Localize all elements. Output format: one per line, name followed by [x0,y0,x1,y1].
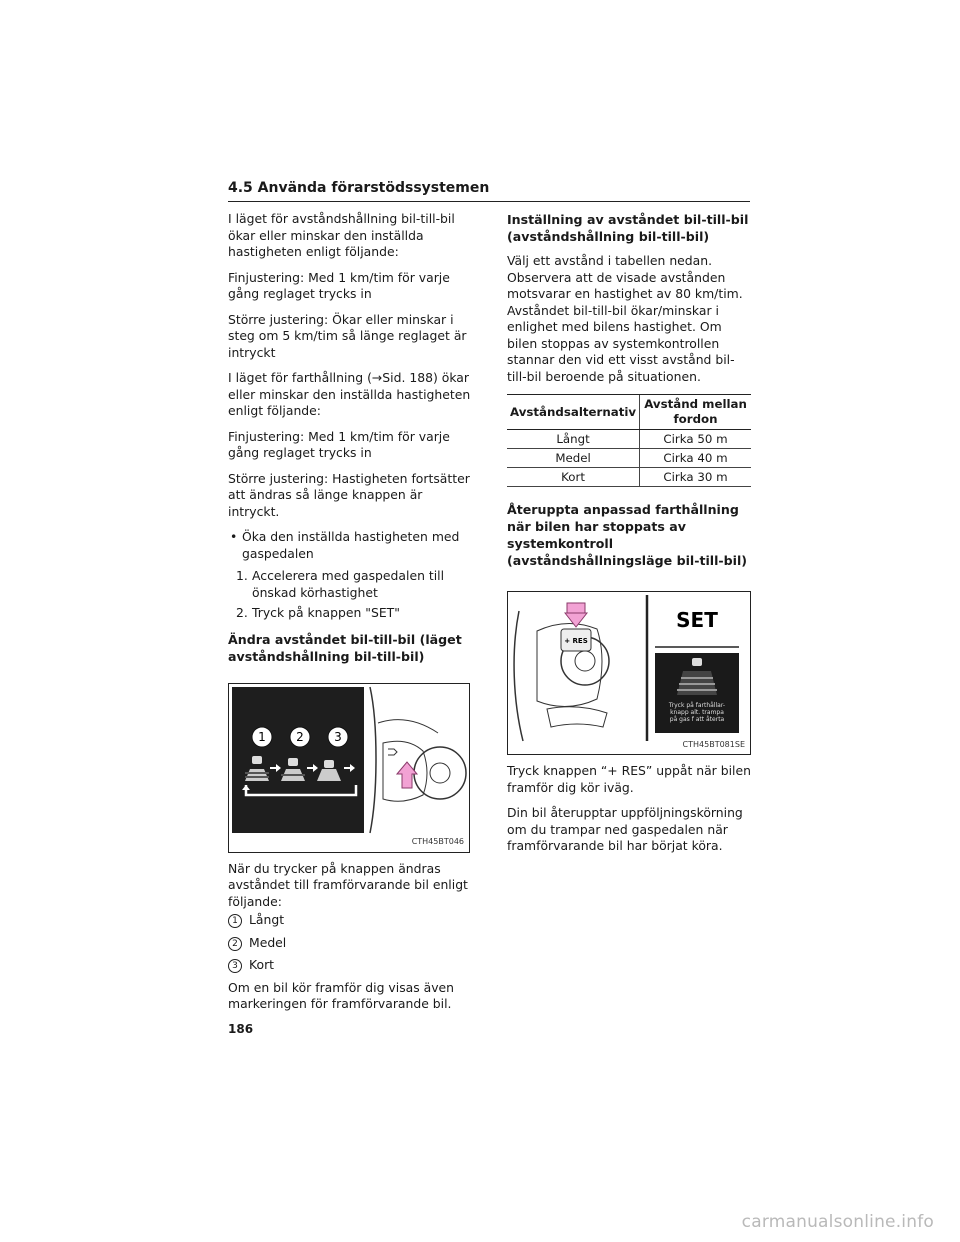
callout-2 [290,727,310,747]
section-heading: Inställning av avståndet bil-till-bil (avståndshållning bil-till-bil) [507,212,749,244]
step-text: Tryck på knappen "SET" [252,605,400,620]
display-line-1: Tryck på farthållar- [668,702,726,709]
bullet-text: Öka den inställda hastigheten med gaspedalen [242,529,460,561]
table-cell: Medel [507,449,640,468]
left-column [228,211,476,1022]
section-heading: Ändra avståndet bil-till-bil (läget avståndshållning bil-till-bil) [228,631,462,664]
display-line-3: på gas f att återta [669,716,725,723]
paragraph: I läget för avståndshållning bil-till-bil ökar eller minskar den inställda hastigheten enligt följande: [228,211,455,259]
table-row [507,449,751,468]
resume-illustration [507,591,751,755]
table-cell: Kort [507,468,640,487]
set-label: SET [676,608,718,632]
paragraph: När du trycker på knappen ändras avståndet till framförvarande bil enligt följande: [228,860,468,909]
table-row [507,430,751,449]
paragraph: Finjustering: Med 1 km/tim för varje gång reglaget trycks in [228,269,450,301]
step-text: Accelerera med gaspedalen till önskad körhastighet [252,568,445,600]
step-number: 1. [236,568,248,583]
paragraph: I läget för farthållning (→Sid. 188) ökar eller minskar den inställda hastigheten enligt följande: [228,370,471,418]
bullet-mark: • [230,529,238,544]
figure-code: CTH45BT046 [411,837,464,846]
table-cell: Långt [507,430,640,449]
paragraph: Större justering: Ökar eller minskar i steg om 5 km/tim så länge reglaget är intryckt [228,311,467,360]
distance-table [507,394,751,487]
callout-1-label: 1 [258,729,266,744]
item-text: Kort [249,957,275,972]
callout-1 [252,727,272,747]
page-number: 186 [228,1022,254,1036]
bullet-item [228,529,476,562]
note: Om en bil kör framför dig visas även markeringen för framförvarande bil. [228,979,455,1011]
table-header: Avståndsalternativ [507,395,640,430]
display-line-2: knapp alt. trampa [670,709,724,716]
right-column [507,211,751,864]
item-text: Långt [249,912,285,927]
callout-2-label: 2 [296,729,304,744]
callout-3-label: 3 [334,729,342,744]
section-heading: Återuppta anpassad farthållning när bilen har stoppats av systemkontroll (avståndshållningsläge bil-till-bil) [507,502,748,568]
table-row [507,468,751,487]
section-header [228,177,750,202]
paragraph: Välj ett avstånd i tabellen nedan. Observera att de visade avstånden motsvarar en hastighet av 80 km/tim. Avståndet bil-till-bil ökar/minskar i enlighet med bilens hastighet. Om bilen stoppas av systemkontrollen stannar den vid ett visst avstånd bil-till-bil beroende på situationen. [507,253,743,384]
paragraph: Tryck knappen “+ RES” uppåt när bilen framför dig kör iväg. [507,763,751,795]
list-item [228,957,476,974]
item-text: Medel [249,934,287,950]
step-item [236,568,476,601]
callout-3 [328,727,348,747]
distance-button-figure [228,683,470,853]
list-item [228,935,476,952]
item-number: 3 [228,959,242,973]
table-header: Avstånd mellan fordon [640,395,751,430]
table-header-row [507,395,751,430]
paragraph: Din bil återupptar uppföljningskörning om du trampar ned gaspedalen när framförvarande bil har börjat köra. [507,805,743,853]
section-title: 4.5 Använda förarstödssystemen [228,180,490,196]
list-item [228,912,476,929]
distance-illustration [228,683,470,853]
table-cell: Cirka 40 m [640,449,751,468]
table-cell: Cirka 50 m [640,430,751,449]
paragraph: Finjustering: Med 1 km/tim för varje gång reglaget trycks in [228,428,450,460]
step-item [236,605,476,622]
table-cell: Cirka 30 m [640,468,751,487]
figure-code: CTH45BT081SE [682,739,745,749]
step-number: 2. [236,605,248,620]
paragraph: Större justering: Hastigheten fortsätter att ändras så länge knappen är intryckt. [228,470,470,519]
item-number: 1 [228,914,242,928]
res-button-label: + RES [564,637,588,645]
watermark: carmanualsonline.info [741,1212,934,1232]
resume-figure [507,591,751,755]
item-number: 2 [228,937,242,951]
